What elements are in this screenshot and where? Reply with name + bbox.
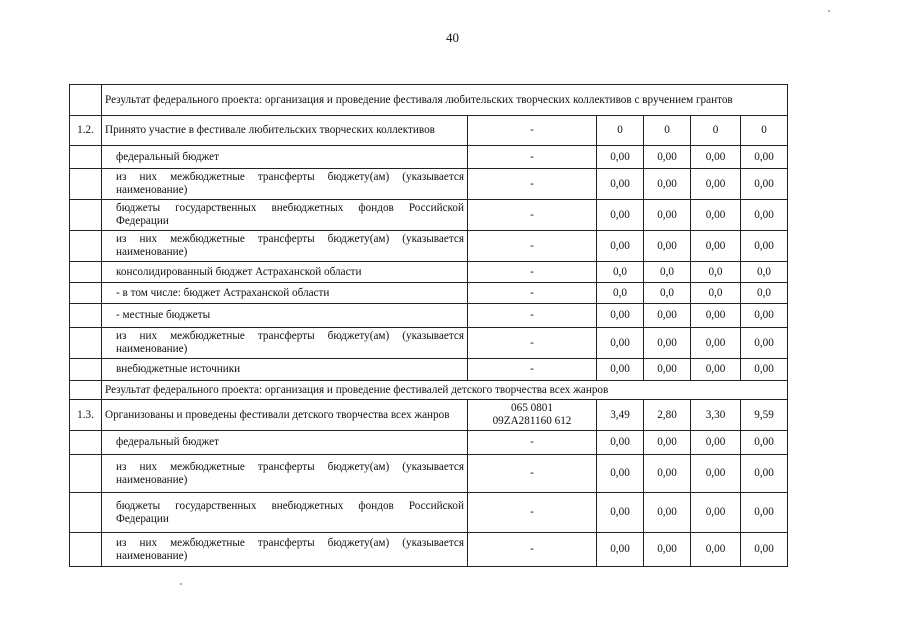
budget-row: [70, 231, 788, 262]
item-code: [468, 400, 597, 431]
budget-code: -: [468, 533, 597, 567]
value-cell: 0,00: [691, 146, 741, 169]
budget-label: федеральный бюджет: [102, 146, 468, 169]
value-cell: 0,00: [741, 169, 788, 200]
budget-row: [70, 455, 788, 493]
budget-code: -: [468, 359, 597, 381]
value-cell: 0,00: [597, 533, 644, 567]
number-cell: [70, 146, 102, 169]
item-row: [70, 116, 788, 146]
item-row: [70, 400, 788, 431]
item-code-line-2: 09ZA281160 612: [492, 415, 572, 427]
section-title: Результат федерального проекта: организация и проведение фестивалей детского творчества всех жанров: [102, 381, 788, 400]
value-cell: 0,00: [691, 431, 741, 455]
value-cell: 0: [741, 116, 788, 146]
number-cell: [70, 231, 102, 262]
value-cell: 0,0: [644, 283, 691, 304]
value-cell: 0: [597, 116, 644, 146]
number-cell: [70, 533, 102, 567]
value-cell: 3,49: [597, 400, 644, 431]
number-cell: [70, 283, 102, 304]
value-cell: 0,00: [597, 200, 644, 231]
value-cell: 0,0: [597, 283, 644, 304]
value-cell: 0,00: [644, 493, 691, 533]
value-cell: 0,00: [597, 231, 644, 262]
number-cell: [70, 493, 102, 533]
item-number: 1.3.: [70, 400, 102, 431]
budget-table: [69, 84, 788, 567]
number-cell: [70, 455, 102, 493]
value-cell: 0,00: [691, 455, 741, 493]
budget-row: [70, 359, 788, 381]
budget-code: -: [468, 283, 597, 304]
budget-label: внебюджетные источники: [102, 359, 468, 381]
value-cell: 0,00: [691, 359, 741, 381]
value-cell: 0,00: [741, 493, 788, 533]
value-cell: 0,00: [644, 533, 691, 567]
value-cell: 0,00: [597, 455, 644, 493]
value-cell: 0,00: [644, 146, 691, 169]
value-cell: 0,0: [691, 283, 741, 304]
budget-label: из них межбюджетные трансферты бюджету(ам) (указывается наименование): [102, 455, 468, 493]
value-cell: 0,00: [691, 200, 741, 231]
item-code: -: [468, 116, 597, 146]
number-cell: [70, 200, 102, 231]
value-cell: 0,00: [691, 304, 741, 328]
item-number: 1.2.: [70, 116, 102, 146]
value-cell: 0,00: [644, 200, 691, 231]
value-cell: 0,0: [644, 262, 691, 283]
value-cell: 0,0: [741, 283, 788, 304]
value-cell: 0,00: [644, 231, 691, 262]
budget-code: -: [468, 231, 597, 262]
value-cell: 0,0: [597, 262, 644, 283]
budget-code: -: [468, 262, 597, 283]
budget-label: - в том числе: бюджет Астраханской области: [102, 283, 468, 304]
budget-code: -: [468, 493, 597, 533]
value-cell: 0,00: [741, 431, 788, 455]
section-header-row: [70, 381, 788, 400]
value-cell: 0,0: [691, 262, 741, 283]
value-cell: 0,00: [741, 304, 788, 328]
value-cell: 0,00: [644, 359, 691, 381]
value-cell: 0: [644, 116, 691, 146]
budget-code: -: [468, 146, 597, 169]
number-cell: [70, 328, 102, 359]
value-cell: 0,00: [597, 304, 644, 328]
budget-label: бюджеты государственных внебюджетных фондов Российской Федерации: [102, 200, 468, 231]
budget-code: -: [468, 200, 597, 231]
value-cell: 2,80: [644, 400, 691, 431]
budget-code: -: [468, 304, 597, 328]
budget-label: бюджеты государственных внебюджетных фондов Российской Федерации: [102, 493, 468, 533]
budget-label: из них межбюджетные трансферты бюджету(ам) (указывается наименование): [102, 533, 468, 567]
budget-code: -: [468, 169, 597, 200]
budget-label: из них межбюджетные трансферты бюджету(ам) (указывается наименование): [102, 231, 468, 262]
number-cell: [70, 262, 102, 283]
budget-row: [70, 431, 788, 455]
budget-label: федеральный бюджет: [102, 431, 468, 455]
value-cell: 0,00: [741, 328, 788, 359]
budget-label: из них межбюджетные трансферты бюджету(ам) (указывается наименование): [102, 328, 468, 359]
value-cell: 0,00: [597, 359, 644, 381]
value-cell: 0,00: [691, 493, 741, 533]
budget-label: - местные бюджеты: [102, 304, 468, 328]
section-header-row: [70, 85, 788, 116]
value-cell: 0,00: [741, 359, 788, 381]
value-cell: 9,59: [741, 400, 788, 431]
value-cell: 0: [691, 116, 741, 146]
value-cell: 0,00: [597, 431, 644, 455]
budget-code: -: [468, 455, 597, 493]
value-cell: 0,00: [691, 231, 741, 262]
value-cell: 0,00: [741, 455, 788, 493]
number-cell: [70, 381, 102, 400]
budget-row: [70, 200, 788, 231]
value-cell: 0,00: [644, 304, 691, 328]
value-cell: 0,00: [741, 533, 788, 567]
number-cell: [70, 85, 102, 116]
budget-row: [70, 304, 788, 328]
budget-row: [70, 328, 788, 359]
scan-speck: [828, 10, 830, 12]
item-description: Принято участие в фестивале любительских творческих коллективов: [102, 116, 468, 146]
value-cell: 0,00: [644, 455, 691, 493]
budget-row: [70, 262, 788, 283]
value-cell: 0,00: [741, 146, 788, 169]
number-cell: [70, 169, 102, 200]
budget-row: [70, 146, 788, 169]
value-cell: 0,00: [644, 431, 691, 455]
number-cell: [70, 359, 102, 381]
budget-row: [70, 283, 788, 304]
value-cell: 0,00: [691, 328, 741, 359]
budget-row: [70, 533, 788, 567]
budget-label: из них межбюджетные трансферты бюджету(ам) (указывается наименование): [102, 169, 468, 200]
value-cell: 0,00: [597, 169, 644, 200]
budget-label: консолидированный бюджет Астраханской области: [102, 262, 468, 283]
value-cell: 0,00: [741, 231, 788, 262]
value-cell: 0,0: [741, 262, 788, 283]
budget-code: -: [468, 328, 597, 359]
item-description: Организованы и проведены фестивали детского творчества всех жанров: [102, 400, 468, 431]
value-cell: 0,00: [691, 533, 741, 567]
section-title: Результат федерального проекта: организация и проведение фестиваля любительских творческих коллективов с вручением грантов: [102, 85, 788, 116]
value-cell: 0,00: [644, 328, 691, 359]
value-cell: 0,00: [741, 200, 788, 231]
budget-row: [70, 493, 788, 533]
value-cell: 0,00: [597, 493, 644, 533]
scan-speck: [180, 583, 182, 585]
value-cell: 0,00: [597, 146, 644, 169]
item-code-line-1: 065 0801: [511, 402, 553, 415]
value-cell: 3,30: [691, 400, 741, 431]
page-number: 40: [446, 30, 459, 45]
number-cell: [70, 304, 102, 328]
value-cell: 0,00: [691, 169, 741, 200]
number-cell: [70, 431, 102, 455]
budget-code: -: [468, 431, 597, 455]
value-cell: 0,00: [644, 169, 691, 200]
budget-row: [70, 169, 788, 200]
value-cell: 0,00: [597, 328, 644, 359]
